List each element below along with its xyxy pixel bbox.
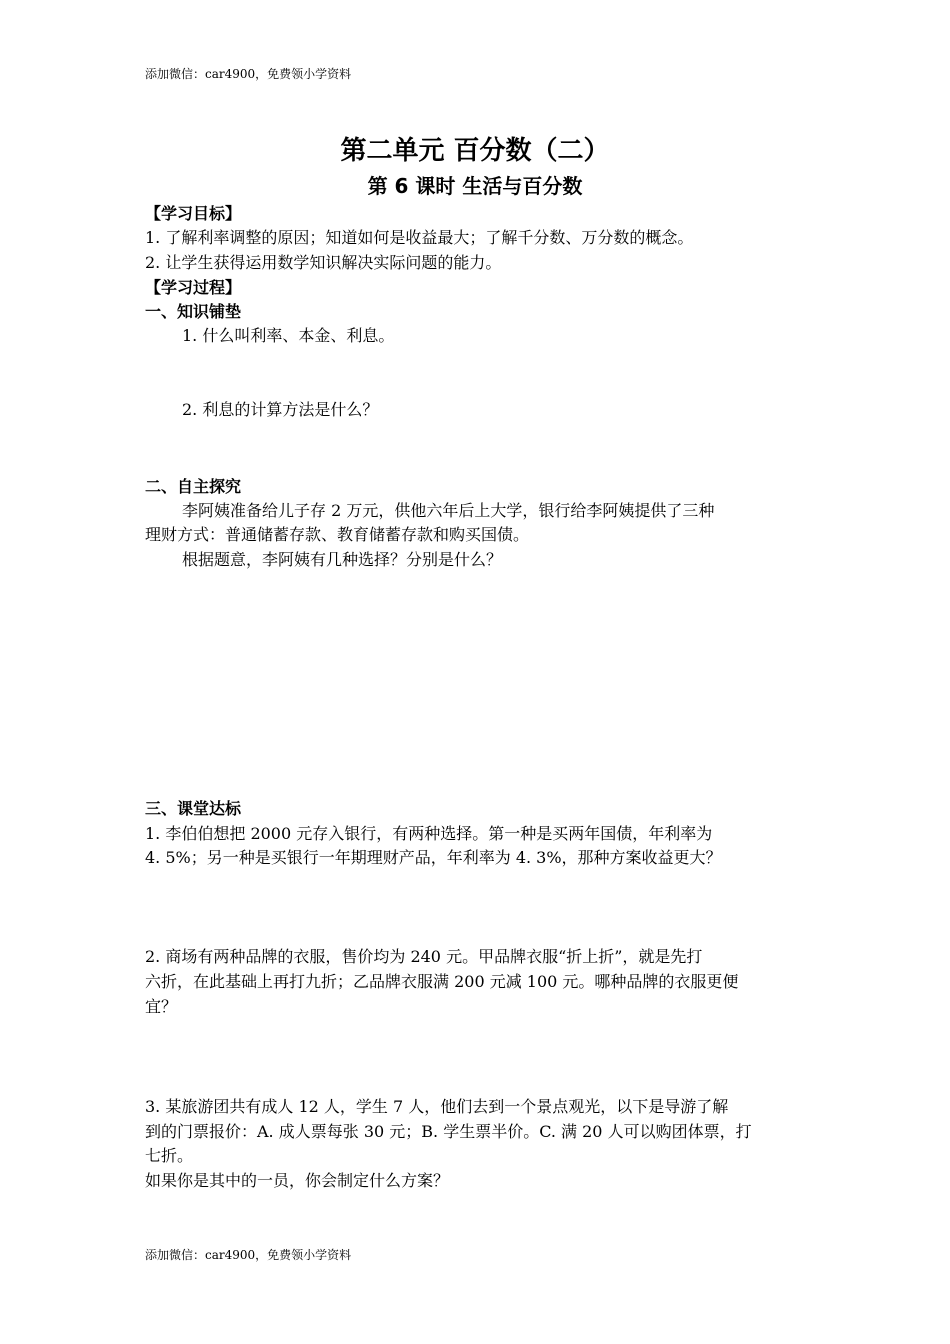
page-subtitle: 第 6 课时 生活与百分数 (367, 174, 583, 198)
section-2-line-2: 理财方式：普通储蓄存款、教育储蓄存款和购买国债。 (145, 525, 530, 544)
objectives-heading: 【学习目标】 (145, 204, 242, 223)
section-2-line-1: 李阿姨准备给儿子存 2 万元，供他六年后上大学，银行给李阿姨提供了三种 (182, 501, 715, 520)
problem-2-line-3: 宜？ (145, 997, 178, 1016)
problem-3-line-4: 如果你是其中的一员，你会制定什么方案？ (145, 1171, 450, 1190)
objective-item-2: 2. 让学生获得运用数学知识解决实际问题的能力。 (145, 253, 502, 272)
problem-3-line-1: 3. 某旅游团共有成人 12 人，学生 7 人，他们去到一个景点观光，以下是导游了解 (145, 1097, 729, 1116)
section-1-question-2: 2. 利息的计算方法是什么？ (182, 400, 379, 419)
problem-1-line-2: 4. 5%；另一种是买银行一年期理财产品，年利率为 4. 3%，那种方案收益更大？ (145, 848, 722, 867)
problem-1-line-1: 1. 李伯伯想把 2000 元存入银行，有两种选择。第一种是买两年国债，年利率为 (145, 824, 713, 843)
section-3-heading: 三、课堂达标 (145, 799, 242, 818)
page-title: 第二单元 百分数（二） (340, 136, 610, 166)
footer-note: 添加微信：car4900，免费领小学资料 (145, 1248, 352, 1262)
problem-2-line-2: 六折，在此基础上再打九折；乙品牌衣服满 200 元减 100 元。哪种品牌的衣服更便 (145, 972, 739, 991)
process-heading: 【学习过程】 (145, 278, 242, 297)
section-1-heading: 一、知识铺垫 (145, 302, 242, 321)
section-2-line-3: 根据题意，李阿姨有几种选择？分别是什么？ (182, 550, 503, 569)
section-1-question-1: 1. 什么叫利率、本金、利息。 (182, 326, 395, 345)
header-note: 添加微信：car4900，免费领小学资料 (145, 67, 352, 81)
problem-3-line-2: 到的门票报价：A. 成人票每张 30 元；B. 学生票半价。C. 满 20 人可以购团体票，打 (145, 1122, 752, 1141)
problem-2-line-1: 2. 商场有两种品牌的衣服，售价均为 240 元。甲品牌衣服“折上折”，就是先打 (145, 947, 703, 966)
objective-item-1: 1. 了解利率调整的原因；知道如何是收益最大；了解千分数、万分数的概念。 (145, 228, 694, 247)
section-2-heading: 二、自主探究 (145, 477, 242, 496)
problem-3-line-3: 七折。 (145, 1146, 194, 1165)
